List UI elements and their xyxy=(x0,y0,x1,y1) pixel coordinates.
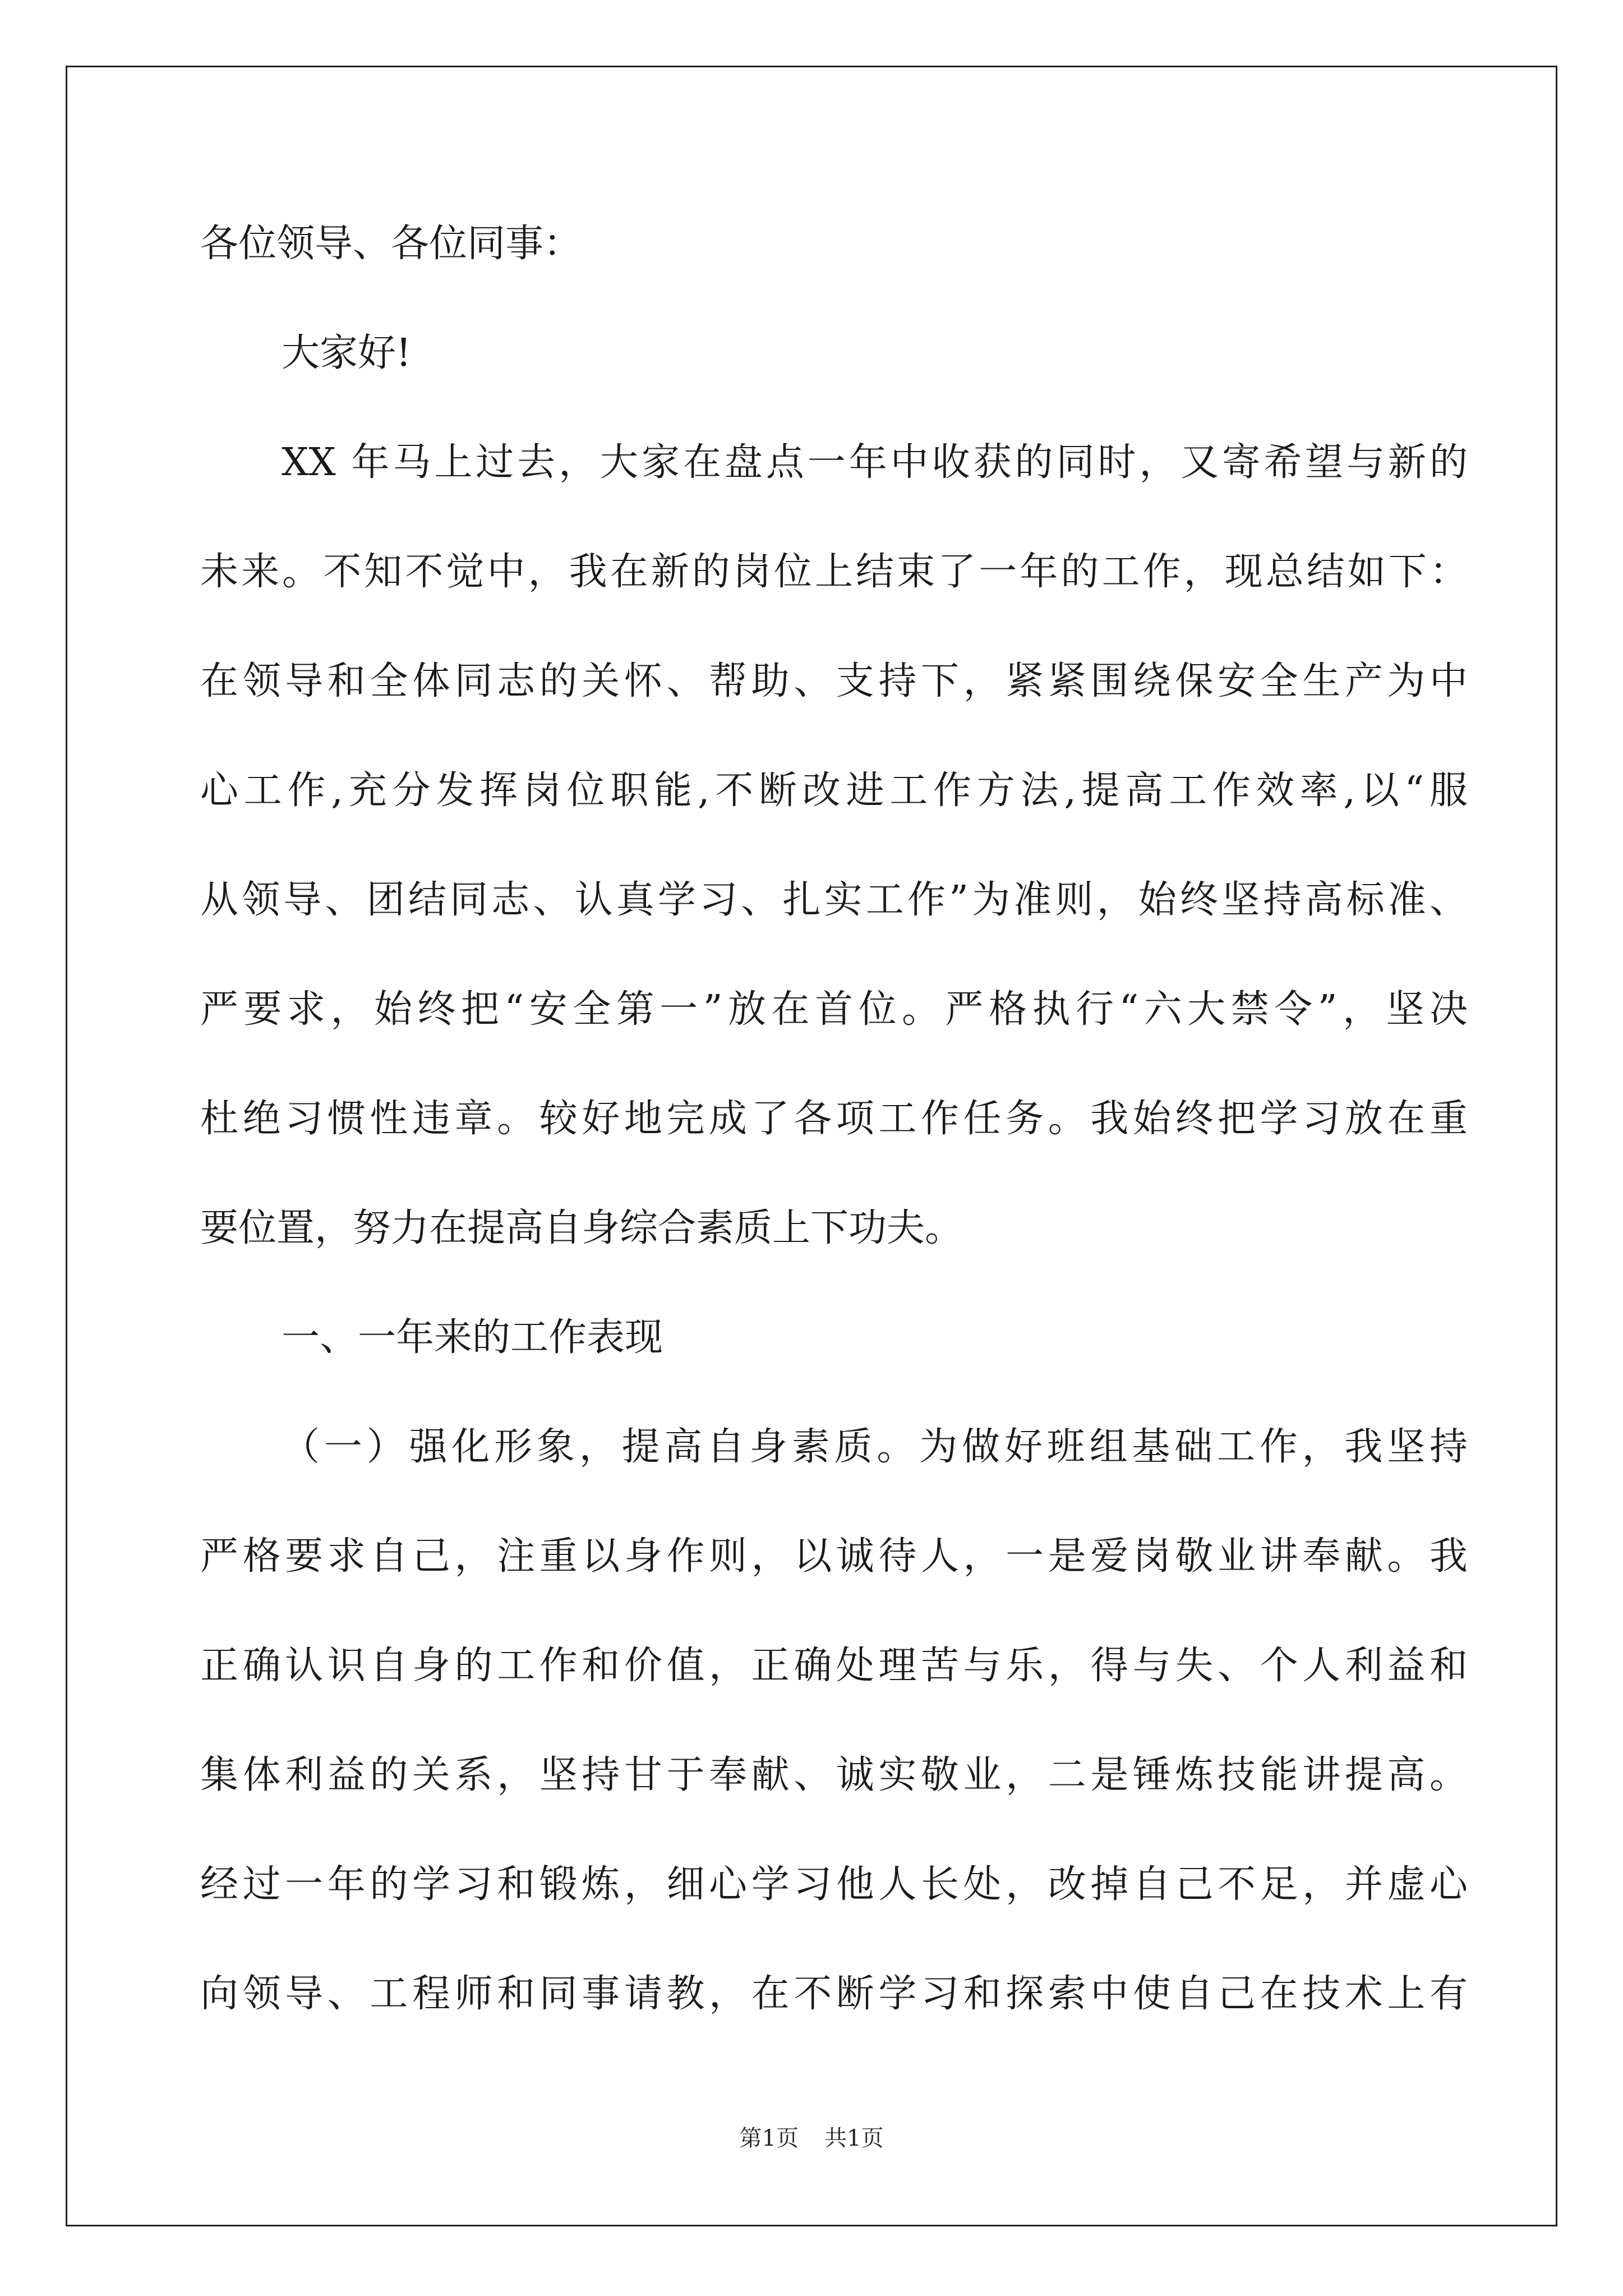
paragraph-line: 心工作,充分发挥岗位职能,不断改进工作方法,提高工作效率,以“服 xyxy=(200,769,1468,813)
paragraph-1 xyxy=(200,440,1468,1315)
paragraph-line: （一）强化形象，提高自身素质。为做好班组基础工作，我坚持 xyxy=(282,1425,1468,1469)
paragraph-line: 向领导、工程师和同事请教，在不断学习和探索中使自己在技术上有 xyxy=(200,1972,1468,2016)
document-body xyxy=(200,222,1468,2081)
paragraph-line: 严格要求自己，注重以身作则，以诚待人，一是爱岗敬业讲奉献。我 xyxy=(200,1534,1468,1579)
paragraph-line: XX 年马上过去，大家在盘点一年中收获的同时，又寄希望与新的 xyxy=(282,440,1468,485)
section-heading: 一、一年来的工作表现 xyxy=(282,1315,663,1360)
paragraph-line: 在领导和全体同志的关怀、帮助、支持下，紧紧围绕保安全生产为中 xyxy=(200,659,1468,703)
page-footer xyxy=(0,2125,1623,2152)
page-total: 共1页 xyxy=(824,2125,884,2151)
page-number: 第1页 xyxy=(739,2125,799,2151)
paragraph-line: 要位置，努力在提高自身综合素质上下功夫。 xyxy=(200,1206,963,1250)
paragraph-line: 正确认识自身的工作和价值，正确处理苦与乐，得与失、个人利益和 xyxy=(200,1644,1468,1688)
paragraph-line: 杜绝习惯性违章。较好地完成了各项工作任务。我始终把学习放在重 xyxy=(200,1097,1468,1141)
greeting: 大家好! xyxy=(282,331,412,375)
paragraph-line: 严要求，始终把“安全第一”放在首位。严格执行“六大禁令”，坚决 xyxy=(200,987,1468,1032)
paragraph-line: 经过一年的学习和锻炼，细心学习他人长处，改掉自己不足，并虚心 xyxy=(200,1862,1468,1907)
paragraph-line: 从领导、团结同志、认真学习、扎实工作”为准则，始终坚持高标准、 xyxy=(200,878,1468,922)
paragraph-line: 未来。不知不觉中，我在新的岗位上结束了一年的工作，现总结如下： xyxy=(200,550,1468,594)
paragraph-line: 集体利益的关系，坚持甘于奉献、诚实敬业，二是锤炼技能讲提高。 xyxy=(200,1753,1468,1797)
salutation: 各位领导、各位同事： xyxy=(200,222,582,266)
paragraph-2 xyxy=(200,1425,1468,2081)
